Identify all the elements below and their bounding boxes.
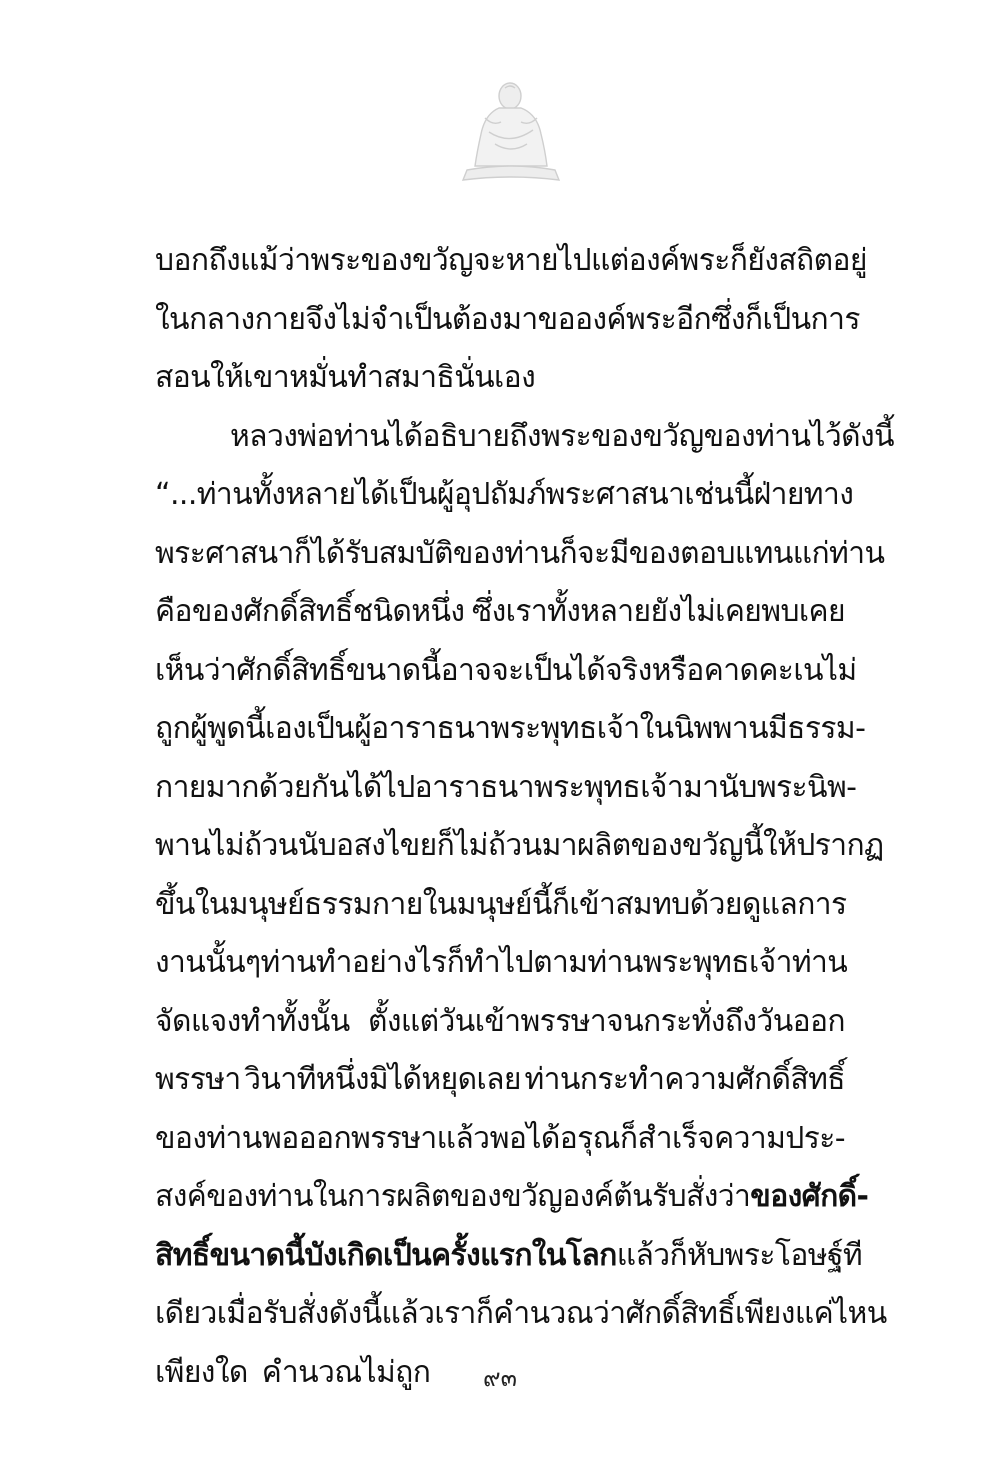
text-segment: ขึ้นในมนุษย์ [155,886,305,922]
text-segment: ถูก [155,711,191,746]
text-segment: พอออกพรรษาแล้ว [262,1120,490,1156]
text-segment: เห็นว่าศักดิ์สิทธิ์ขนาดนี้อาจจะเป็นได้จริงหรือ [155,652,704,688]
text-segment: พอได้อรุณก็สำเร็จความประ- [489,1120,845,1156]
text-line [155,232,867,291]
text-segment: เพียงใด [155,1354,248,1390]
text-segment: คาดคะเนไม่ [703,652,857,688]
text-segment: พรรษา [155,1062,241,1097]
body-text [155,232,894,1402]
text-line [155,876,845,935]
text-segment: เดียวเมื่อรับสั่งดังนี้แล้ว [155,1296,435,1331]
text-segment: แล้วก็หับพระโอษฐ์ที [616,1237,863,1273]
text-segment: สงค์ของท่านในการผลิตของขวัญ [155,1179,563,1214]
text-segment: งานนั้นๆ [155,945,261,980]
text-line [155,700,866,759]
text-segment: จัดแจงทำทั้งนั้น [155,1003,350,1039]
text-segment: คำนวณไม่ถูก [261,1354,431,1390]
text-line [155,934,848,993]
seated-monk-emblem-icon [455,74,567,186]
text-segment: กายมากด้วยกัน [155,769,349,805]
text-segment: ผู้พูดนี้เองเป็นผู้อาราธนาพระพุทธเจ้าในนิพพานมีธรรม- [190,711,866,746]
text-segment: คือของศักดิ์สิทธิ์ชนิดหนึ่ง [155,594,465,629]
text-line [155,817,884,876]
text-segment: หลวงพ่อท่านได้อธิบายถึงพระของขวัญของท่านไว้ดังนี้ [230,418,894,454]
text-segment: มาผลิตของขวัญนี้ให้ปรากฏ [541,828,884,863]
text-line [155,525,885,584]
text-segment: ฝ่ายทาง [753,477,854,512]
text-line [155,466,854,525]
text-segment: ถึงแม้ว่าพระของขวัญจะหายไปแต่องค์พระก็ยังสถิตอยู่ [208,243,867,278]
text-line [155,759,857,818]
text-segment: ดูแลการ [741,886,847,922]
text-line [155,1051,845,1110]
text-segment: ซึ่งเราทั้งหลายยังไม่เคยพบเคย [471,594,845,629]
text-segment: ได้ไปอาราธนาพระพุทธเจ้ามานับพระนิพ- [348,769,857,805]
paragraph-first-line [155,408,894,467]
text-segment: ธรรมกายในมนุษย์นี้ก็เข้าสมทบด้วย [304,886,742,922]
page-number: ๙๓ [483,1364,517,1392]
text-line [155,1110,845,1169]
text-line [155,1227,863,1286]
text-segment: ตั้งแต่วันเข้าพรรษาจนกระทั่งถึงวันออก [368,1003,845,1039]
text-segment: ท่านทำอย่างไรก็ทำไปตามท่าน [260,945,643,980]
text-segment: วินาทีหนึ่งมิได้หยุดเลย [244,1062,521,1097]
text-segment: พระศาสนาก็ได้รับสมบัติของท่านก็จะมีของตอบแทนแก่ท่าน [155,535,885,571]
text-segment: เราก็คำนวณว่าศักดิ์สิทธิ์เพียงแค่ไหน [434,1296,887,1331]
text-segment: สอนให้เขาหมั่นทำสมาธินั่นเอง [155,360,536,395]
text-line [155,993,845,1052]
text-segment: ซึ่งก็เป็นการ [711,301,860,337]
text-segment: ท่านกระทำความศักดิ์สิทธิ์ [524,1062,845,1097]
text-segment: “...ท่านทั้งหลายได้เป็นผู้อุปถัมภ์พระศาสนาเช่นนี้ [155,477,754,512]
text-segment: พระพุทธเจ้าท่าน [642,945,848,980]
text-line [155,1285,887,1344]
text-line [155,642,857,701]
bold-text-segment: ของศักดิ์- [750,1179,869,1214]
text-segment: พานไม่ถ้วนนับอสงไขยก็ไม่ถ้วน [155,828,542,863]
bold-text-segment: สิทธิ์ขนาดนี้บังเกิดเป็นครั้งแรกในโลก [155,1237,617,1273]
text-line [155,291,860,350]
text-segment: ในกลางกาย [155,301,306,337]
text-line [155,583,845,642]
text-segment: จึงไม่จำเป็นต้องมาขอองค์พระอีก [305,301,712,337]
text-segment: บอก [155,243,209,278]
text-line [155,349,845,408]
text-line [155,1168,869,1227]
text-segment: องค์ต้นรับสั่งว่า [562,1179,751,1214]
text-segment: ของท่าน [155,1120,262,1156]
